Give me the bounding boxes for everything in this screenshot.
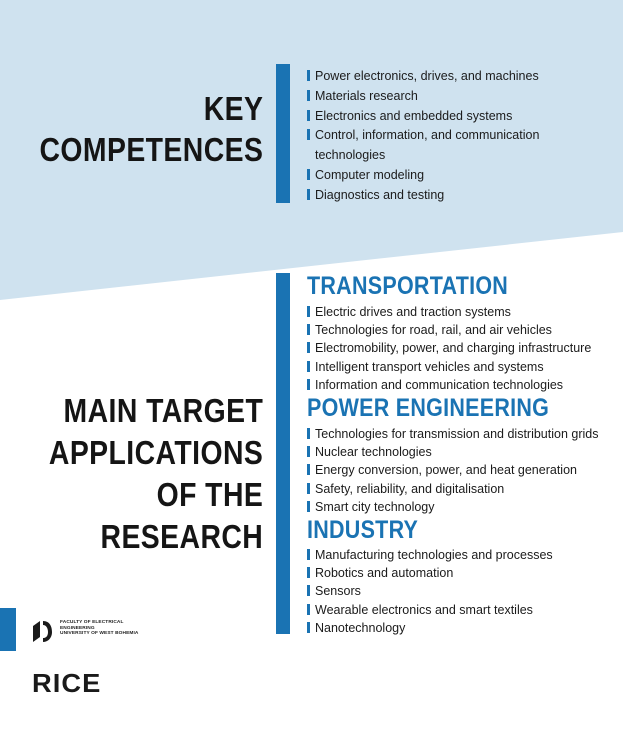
list-item-label: Wearable electronics and smart textiles xyxy=(315,602,533,617)
bullet-marker xyxy=(307,585,310,596)
bullet-marker xyxy=(307,169,310,180)
list-item xyxy=(307,87,555,107)
list-item xyxy=(307,461,598,479)
key-competences-accent-bar xyxy=(276,64,290,203)
bullet-marker xyxy=(307,189,310,200)
power-engineering-list xyxy=(307,425,598,516)
list-item xyxy=(307,303,591,321)
bullet-marker xyxy=(307,70,310,81)
transportation-list xyxy=(307,303,591,394)
list-item-label: Smart city technology xyxy=(315,499,435,514)
list-item-label: Sensors xyxy=(315,584,361,599)
list-item-label: Control, information, and communication xyxy=(315,128,540,143)
list-item-label: Technologies for road, rail, and air vehicles xyxy=(315,323,552,338)
bullet-marker xyxy=(307,549,310,560)
list-item-label: Electromobility, power, and charging infrastructure xyxy=(315,341,592,356)
list-item-label: Energy conversion, power, and heat generation xyxy=(315,463,577,478)
faculty-name-line: UNIVERSITY OF WEST BOHEMIA xyxy=(60,631,139,637)
key-heading-line: COMPETENCES xyxy=(39,131,263,168)
bullet-marker xyxy=(307,483,310,494)
category-title-power-engineering: POWER ENGINEERING xyxy=(307,394,550,422)
faculty-name xyxy=(60,620,140,637)
list-item xyxy=(307,186,555,206)
bullet-marker xyxy=(307,464,310,475)
bullet-marker xyxy=(307,604,310,615)
list-item xyxy=(307,166,555,186)
bullet-marker xyxy=(307,306,310,317)
list-item-label: Technologies for transmission and distribution grids xyxy=(315,427,599,441)
list-item xyxy=(307,321,591,339)
bullet-marker xyxy=(307,501,310,512)
industry-list xyxy=(307,546,553,637)
list-item-label: Nanotechnology xyxy=(315,620,406,635)
list-item-label-continued: technologies xyxy=(315,148,386,163)
list-item xyxy=(307,443,598,461)
key-competences-heading xyxy=(39,88,263,170)
bullet-marker xyxy=(307,361,310,372)
fel-zcu-logo-icon xyxy=(30,618,54,644)
list-item xyxy=(307,339,591,357)
list-item-label: Electronics and embedded systems xyxy=(315,108,513,123)
bullet-marker xyxy=(307,567,310,578)
category-title-transportation: TRANSPORTATION xyxy=(307,272,509,300)
list-item xyxy=(307,564,553,582)
list-item-label: Robotics and automation xyxy=(315,566,454,581)
list-item-label: Information and communication technologies xyxy=(315,377,564,392)
list-item-label: Intelligent transport vehicles and systems xyxy=(315,359,544,374)
list-item-label: Diagnostics and testing xyxy=(315,187,445,202)
list-item xyxy=(307,376,591,394)
main-target-applications-heading xyxy=(49,390,263,558)
bullet-marker xyxy=(307,342,310,353)
list-item-label: Manufacturing technologies and processes xyxy=(315,548,553,562)
list-item-label: Nuclear technologies xyxy=(315,445,432,460)
applications-accent-bar xyxy=(276,273,290,634)
list-item xyxy=(307,480,598,498)
bullet-marker xyxy=(307,324,310,335)
list-item xyxy=(307,619,553,637)
list-item-label: Computer modeling xyxy=(315,167,425,182)
bullet-marker xyxy=(307,379,310,390)
key-heading-line: KEY xyxy=(203,90,263,127)
bullet-marker xyxy=(307,622,310,633)
main-heading-line: MAIN TARGET xyxy=(63,392,264,429)
list-item-label: Materials research xyxy=(315,88,418,103)
faculty-name-line: ENGINEERING xyxy=(60,625,95,631)
list-item-label: Safety, reliability, and digitalisation xyxy=(315,481,505,496)
list-item xyxy=(307,498,598,516)
bullet-marker xyxy=(307,110,310,121)
bullet-marker xyxy=(307,446,310,457)
list-item xyxy=(307,126,555,166)
bullet-marker xyxy=(307,90,310,101)
main-heading-line: OF THE xyxy=(156,476,263,513)
main-heading-line: RESEARCH xyxy=(100,518,263,555)
bullet-marker xyxy=(307,129,310,140)
list-item xyxy=(307,107,555,127)
category-title-industry: INDUSTRY xyxy=(307,516,419,544)
list-item xyxy=(307,67,555,87)
list-item xyxy=(307,425,598,443)
faculty-name-line: FACULTY OF ELECTRICAL xyxy=(60,620,124,625)
list-item xyxy=(307,358,591,376)
rice-logo: RICE xyxy=(32,668,102,698)
bullet-marker xyxy=(307,428,310,439)
list-item xyxy=(307,546,553,564)
list-item-label: Electric drives and traction systems xyxy=(315,305,511,319)
list-item xyxy=(307,582,553,600)
key-competences-list xyxy=(307,67,555,206)
list-item xyxy=(307,601,553,619)
footer-accent-bar xyxy=(0,608,16,651)
list-item-label: Power electronics, drives, and machines xyxy=(315,69,539,83)
main-heading-line: APPLICATIONS xyxy=(48,434,263,471)
